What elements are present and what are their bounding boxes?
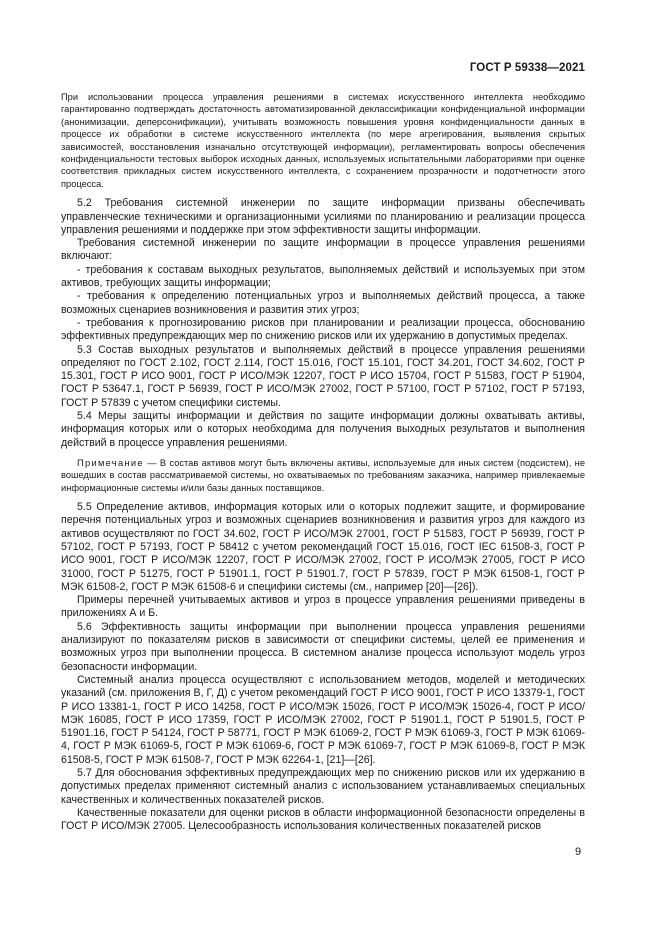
section-5-5: 5.5 Определение активов, информация которых или о которых подлежит защите, и формирование перечня потенциальных угроз и возможных сценариев возникновения и развития угроз для каждого из активов осуществляют по ГОСТ 34.602, ГОСТ Р ИСО/МЭК 27001, ГОСТ Р 51583, ГОСТ Р 56939, ГОСТ Р 57102, ГОСТ Р 57193, ГОСТ Р 58412 с учетом рекомендаций ГОСТ 15.016, ГОСТ IEC 61508-3, ГОСТ Р ИСО 9001, ГОСТ Р ИСО/МЭК 12207, ГОСТ Р ИСО/МЭК 27002, ГОСТ Р ИСО/МЭК 27005, ГОСТ Р ИСО 31000, ГОСТ Р 51275, ГОСТ Р 51901.1, ГОСТ Р 51901.7, ГОСТ Р 57839, ГОСТ Р МЭК 61508-1, ГОСТ Р МЭК 61508-2, ГОСТ Р МЭК 61508-6 и специфики системы (см., например [20]—[26]). [61,501,585,593]
intro-paragraph: При использовании процесса управления решениями в системах искусственного интеллекта необходимо гарантированно подтверждать достаточность автоматизированной деклассификации конфиденциальной информации (анонимизации, деперсонификации), учитывать возможность повышения уровня конфиденциальности данных в процессе их обработки в системе искусственного интеллекта (по мере агрегирования, выявления скрытых зависимостей, восстановления изначально отсутствующей информации), регламентировать вопросы обеспечения конфиденциальности тестовых выборок исходных данных, используемых испытательными лабораториями при оценке соответствия прикладных систем искусственного интеллекта, с сохранением прозрачности и подотчетности этого процесса. [61,92,585,189]
page-number: 9 [575,846,582,858]
section-5-6-analysis: Системный анализ процесса осуществляют с использованием методов, моделей и методических указаний (см. приложения В, Г, Д) с учетом рекомендаций ГОСТ Р ИСО 9001, ГОСТ Р ИСО 13379-1, ГОСТ Р ИСО 13381-1, ГОСТ Р ИСО 14258, ГОСТ Р ИСО/МЭК 15026, ГОСТ Р ИСО/МЭК 15026-4, ГОСТ Р ИСО/МЭК 16085, ГОСТ Р ИСО 17359, ГОСТ Р ИСО/МЭК 27002, ГОСТ Р 51901.1, ГОСТ Р 51901.5, ГОСТ Р 51901.16, ГОСТ Р 54124, ГОСТ Р 58771, ГОСТ Р МЭК 61069-2, ГОСТ Р МЭК 61069-3, ГОСТ Р МЭК 61069-4, ГОСТ Р МЭК 61069-5, ГОСТ Р МЭК 61069-6, ГОСТ Р МЭК 61069-7, ГОСТ Р МЭК 61069-8, ГОСТ Р МЭК 61508-5, ГОСТ Р МЭК 61508-7, ГОСТ Р МЭК 62264-1, [21]—[26]. [61,673,585,766]
section-5-3: 5.3 Состав выходных результатов и выполняемых действий в процессе управления решениями определяют по ГОСТ 2.102, ГОСТ 2.114, ГОСТ 15.016, ГОСТ 15.101, ГОСТ 34.201, ГОСТ 34.602, ГОСТ Р 15.301, ГОСТ Р ИСО 9001, ГОСТ Р ИСО/МЭК 12207, ГОСТ Р ИСО 15704, ГОСТ Р 51583, ГОСТ Р 51904, ГОСТ Р 53647.1, ГОСТ Р 56939, ГОСТ Р ИСО/МЭК 27002, ГОСТ Р 57100, ГОСТ Р 57102, ГОСТ Р 57193, ГОСТ Р 57839 с учетом специфики системы. [61,343,585,409]
section-5-2-requirements: Требования системной инженерии по защите информации в процессе управления решениями включают: [61,237,585,263]
section-5-2: 5.2 Требования системной инженерии по защите информации призваны обеспечивать управленческие техническими и организационными усилиями по планированию и реализации процесса управления решениями и поддержке при этом эффективности защиты информации. [61,197,585,236]
note-text: — В состав активов могут быть включены активы, используемые для иных систем (подсистем), не вошедших в состав рассматриваемой системы, но охватываемых по требованиям заказчика, например привлекаемые информационные системы и/или базы данных поставщиков. [61,457,585,493]
note-label: Примечание [77,457,144,468]
section-5-7-indicators: Качественные показатели для оценки рисков в области информационной безопасности определены в ГОСТ Р ИСО/МЭК 27005. Целесообразность использования количественных показателей рисков [61,806,585,833]
section-5-6: 5.6 Эффективность защиты информации при выполнении процесса управления решениями анализируют по показателям рисков в зависимости от специфики системы, целей ее применения и возможных угроз при выполнении процесса. В системном анализе процесса используют модель угроз безопасности информации. [61,620,585,673]
section-5-4: 5.4 Меры защиты информации и действия по защите информации должны охватывать активы, информация которых или о которых необходима для получения выходных результатов и выполнения действий в процессе управления решениями. [61,410,585,449]
requirements-list-item-1: - требования к составам выходных результатов, выполняемых действий и используемых при этом активов, требующих защиты информации; [61,263,585,290]
note-paragraph [61,457,585,494]
document-body [61,91,585,834]
requirements-list-item-3: - требования к прогнозированию рисков при планировании и реализации процесса, обоснованию эффективных предупреждающих мер по снижению рисков или их удержанию в допустимых пределах. [61,316,585,343]
section-5-7: 5.7 Для обоснования эффективных предупреждающих мер по снижению рисков или их удержанию в допустимых пределах применяют системный анализ с использованием устанавливаемых специальных качественных и количественных показателей рисков. [61,767,585,806]
requirements-list-item-2: - требования к определению потенциальных угроз и выполняемых действий процесса, а также возможных сценариев возникновения и развития этих угроз; [61,290,585,316]
section-5-5-examples: Примеры перечней учитываемых активов и угроз в процессе управления решениями приведены в приложениях А и Б. [61,594,585,620]
document-code-header: ГОСТ Р 59338—2021 [469,62,585,74]
